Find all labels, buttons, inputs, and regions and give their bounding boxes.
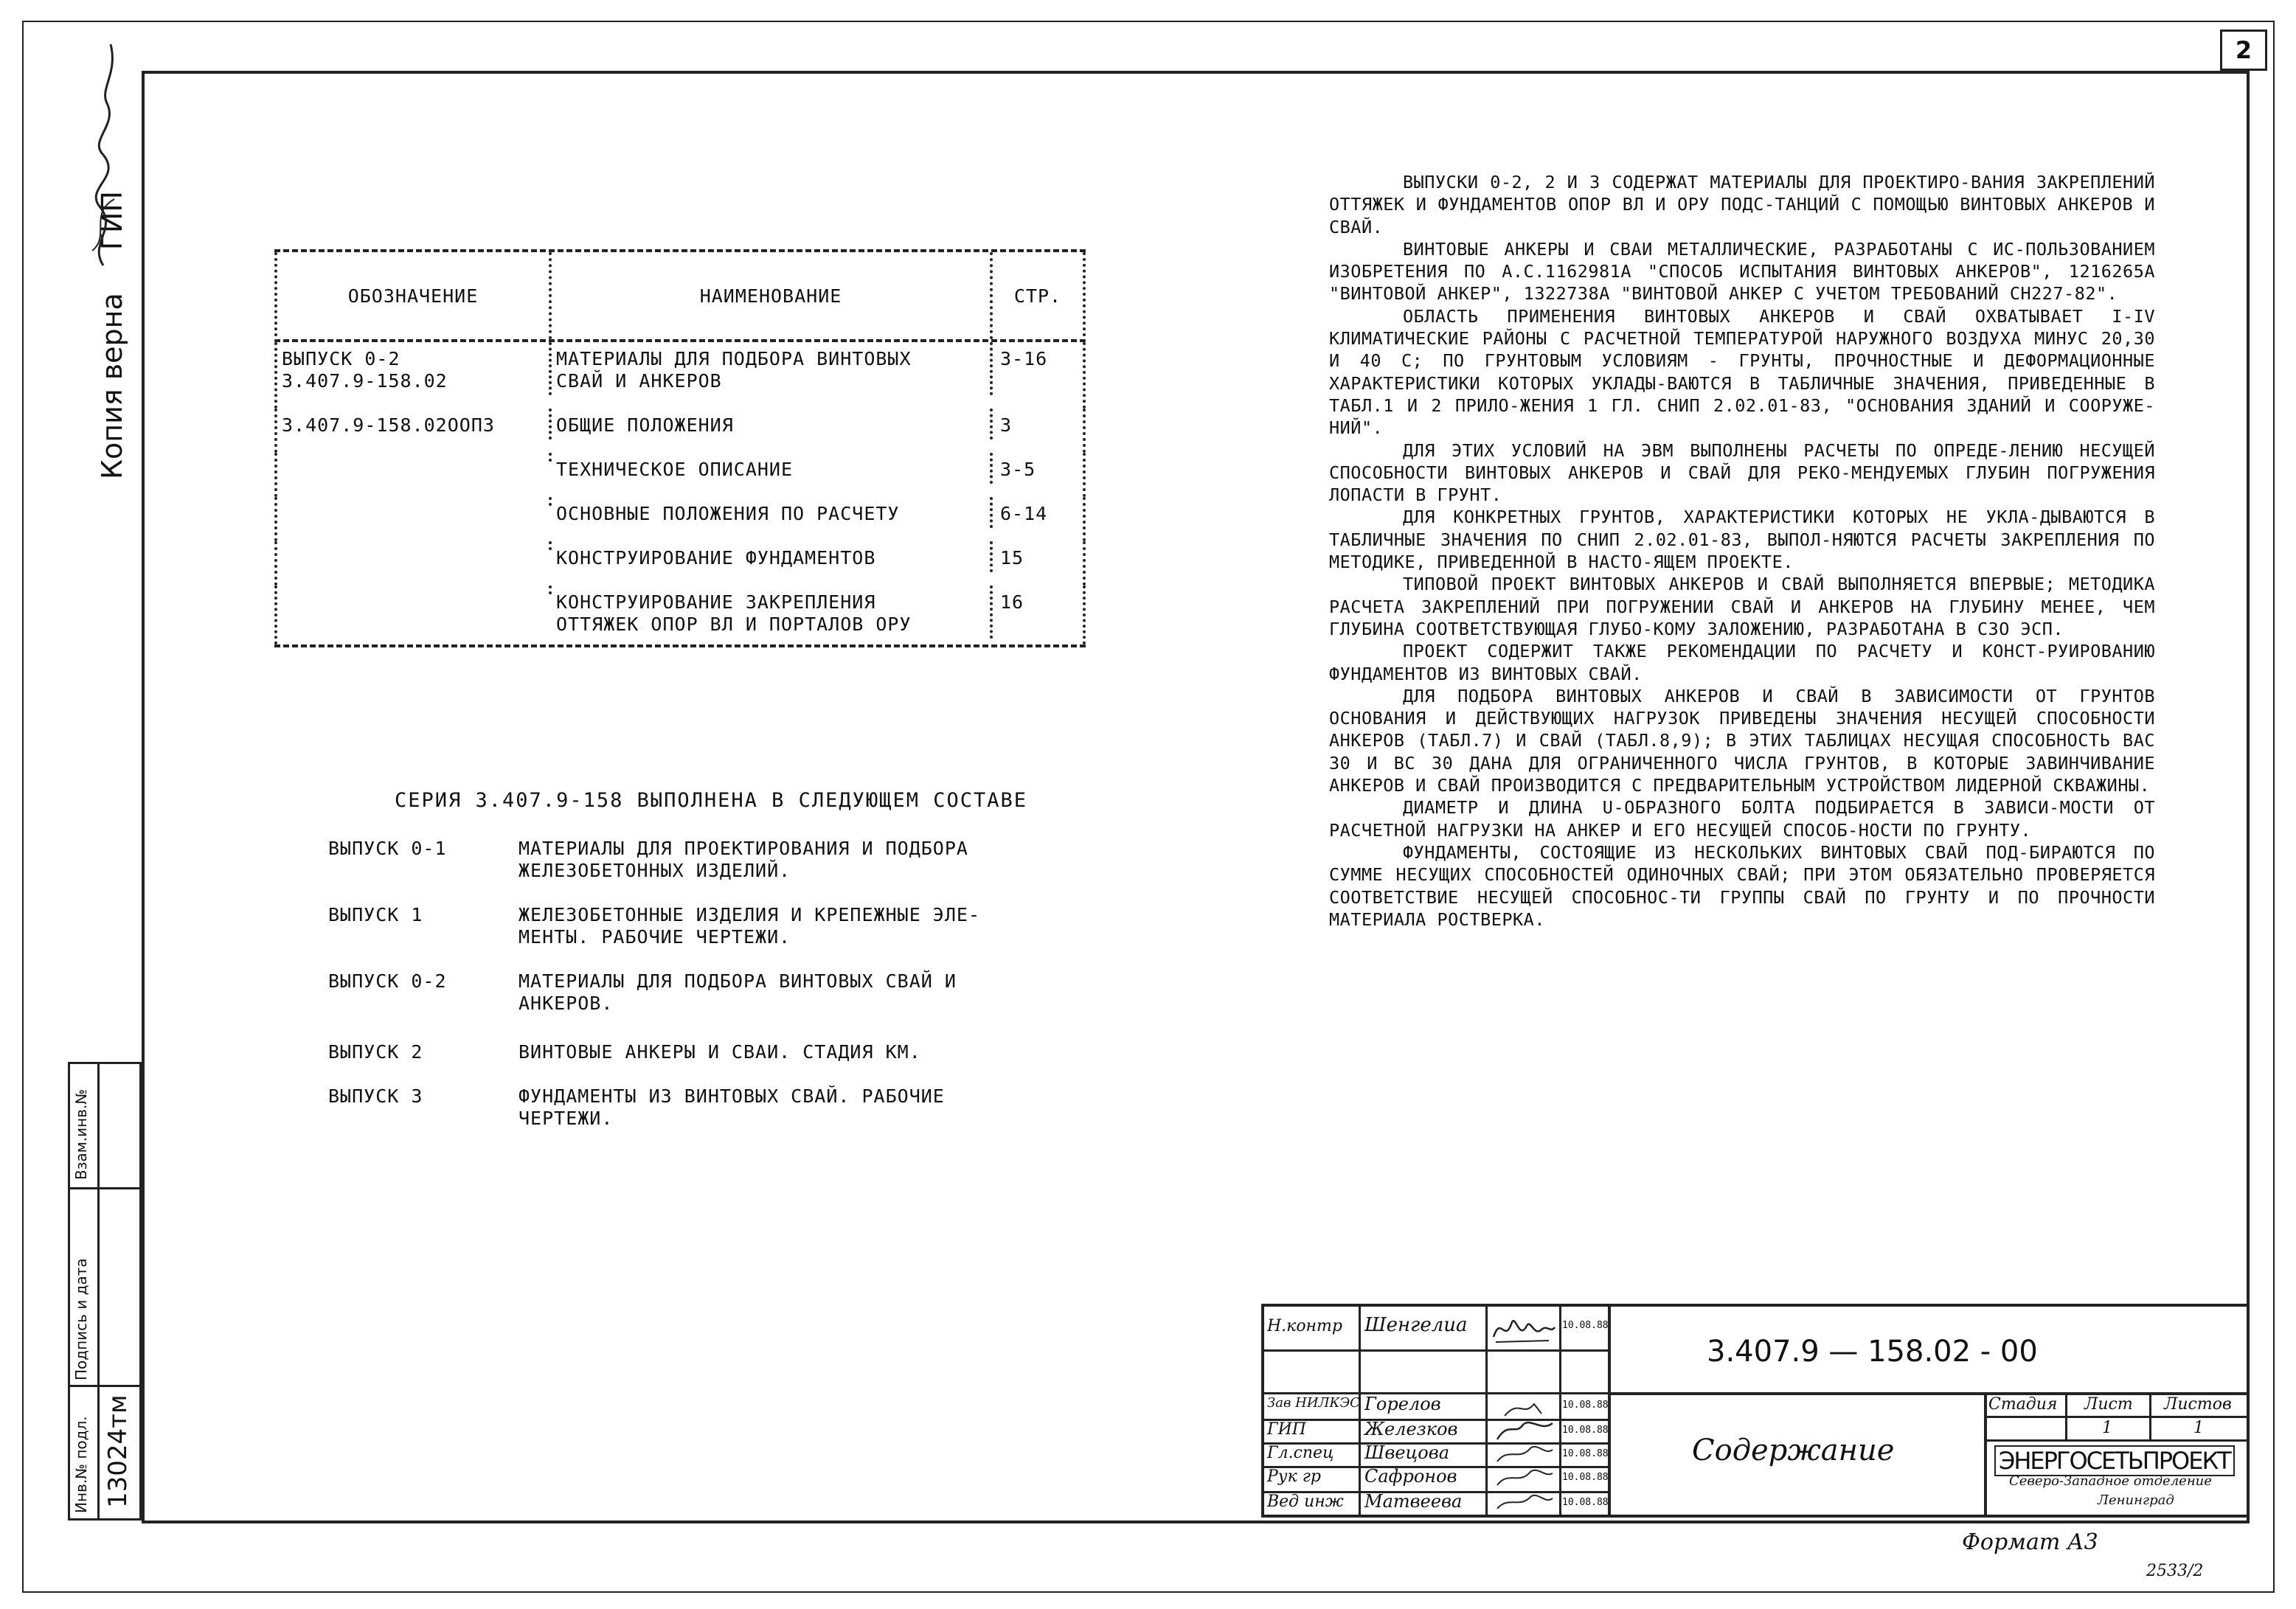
tb-divider xyxy=(1608,1392,2250,1395)
table-row xyxy=(274,585,1086,644)
strip-label-replace: Взам.инв.№ xyxy=(72,1088,90,1180)
series-item xyxy=(328,1041,1073,1063)
stage-label: Стадия xyxy=(1988,1395,2058,1414)
signatory-name: Шенгелиа xyxy=(1364,1314,1468,1336)
copy-verified-text: Копия верна xyxy=(96,293,128,479)
signatory-role: Зав НИЛКЭС xyxy=(1267,1395,1361,1411)
sheet-title: Содержание xyxy=(1692,1433,1895,1467)
strip-divider xyxy=(68,1385,142,1387)
row-page: 15 xyxy=(1000,547,1024,569)
gip-signature-icon xyxy=(74,29,133,273)
row-name: МАТЕРИАЛЫ ДЛЯ ПОДБОРА ВИНТОВЫХ СВАЙ И АНКЕРОВ xyxy=(552,342,993,395)
series-text: МАТЕРИАЛЫ ДЛЯ ПРОЕКТИРОВАНИЯ И ПОДБОРА ЖЕЛЕЗОБЕТОННЫХ ИЗДЕЛИЙ. xyxy=(518,838,968,881)
tb-divider xyxy=(1359,1307,1361,1518)
strip-divider xyxy=(68,1187,142,1189)
note-paragraph: ОБЛАСТЬ ПРИМЕНЕНИЯ ВИНТОВЫХ АНКЕРОВ И СВАЙ ОХВАТЫВАЕТ I-IV КЛИМАТИЧЕСКИЕ РАЙОНЫ С РАСЧЕТНОЙ ТЕМПЕРАТУРОЙ НАРУЖНОГО ВОЗДУХА МИНУС 20,30 И 40 С; ПО ГРУНТОВЫМ УСЛОВИЯМ - ГРУНТЫ, ПРОЧНОСТНЫЕ И ДЕФОРМАЦИОННЫЕ ХАРАКТЕРИСТИКИ КОТОРЫХ УКЛАДЫ-ВАЮТСЯ В ТАБЛИЧНЫЕ ЗНАЧЕНИЯ, ПРИВЕДЕННЫЕ В ТАБЛ.1 И 2 ПРИЛО-ЖЕНИЯ 1 ГЛ. СНИП 2.02.01-83, "ОСНОВАНИЯ ЗДАНИЙ И СООРУЖЕ-НИЙ". xyxy=(1329,305,2155,439)
sheets-value: 1 xyxy=(2193,1419,2204,1437)
table-row xyxy=(274,342,1086,409)
signatory-role: Рук гр xyxy=(1267,1467,1321,1486)
signatory-date: 10.08.88 xyxy=(1562,1320,1609,1331)
contents-table xyxy=(274,249,1086,647)
gip-label: ГИП xyxy=(96,190,128,251)
row-page: 3-5 xyxy=(1000,459,1036,480)
row-page: 3 xyxy=(1000,414,1013,436)
signatory-name: Швецова xyxy=(1364,1442,1450,1463)
table-row xyxy=(274,497,1086,541)
title-block xyxy=(1261,1304,2247,1518)
row-designation xyxy=(277,497,552,506)
signatory-date: 10.08.88 xyxy=(1562,1472,1609,1483)
row-name: ТЕХНИЧЕСКОЕ ОПИСАНИЕ xyxy=(552,453,993,484)
row-name: КОНСТРУИРОВАНИЕ ЗАКРЕПЛЕНИЯ ОТТЯЖЕК ОПОР ВЛ И ПОРТАЛОВ ОРУ xyxy=(552,585,993,639)
header-page: СТР. xyxy=(1013,285,1062,307)
signatory-role: Гл.спец xyxy=(1267,1444,1334,1462)
row-page: 16 xyxy=(1000,591,1024,613)
row-designation xyxy=(277,585,552,594)
row-designation xyxy=(277,541,552,550)
series-text: ВИНТОВЫЕ АНКЕРЫ И СВАИ. СТАДИЯ КМ. xyxy=(518,1041,921,1063)
signatory-role: Н.контр xyxy=(1267,1317,1342,1335)
format-label: Формат А3 xyxy=(1962,1529,2098,1555)
series-item xyxy=(328,904,1073,948)
note-paragraph: ПРОЕКТ СОДЕРЖИТ ТАКЖЕ РЕКОМЕНДАЦИИ ПО РАСЧЕТУ И КОНСТ-РУИРОВАНИЮ ФУНДАМЕНТОВ ИЗ ВИНТОВЫХ СВАЙ. xyxy=(1329,641,2155,684)
organization-name: ЭНЕРГОСЕТЬПРОЕКТ xyxy=(1994,1445,2235,1476)
table-row xyxy=(274,409,1086,453)
series-item xyxy=(328,838,1073,882)
organization-branch: Северо-Западное отделение xyxy=(2009,1473,2212,1489)
note-paragraph: ТИПОВОЙ ПРОЕКТ ВИНТОВЫХ АНКЕРОВ И СВАЙ ВЫПОЛНЯЕТСЯ ВПЕРВЫЕ; МЕТОДИКА РАСЧЕТА ЗАКРЕПЛЕНИЙ ПРИ ПОГРУЖЕНИИ СВАЙ И АНКЕРОВ НА ГЛУБИНУ МЕНЕЕ, ЧЕМ ГЛУБИНА СООТВЕТСТВУЮЩАЯ ГЛУБО-КОМУ ЗАЛОЖЕНИЮ, РАЗРАБОТАНА В СЗО ЭСП. xyxy=(1329,574,2155,639)
row-page: 3-16 xyxy=(1000,348,1048,369)
archive-number: 2533/2 xyxy=(2146,1562,2204,1580)
tb-divider xyxy=(1984,1416,2250,1418)
frame-right-edge xyxy=(2247,71,2250,1521)
explanatory-note xyxy=(1329,171,2155,931)
row-name: ОБЩИЕ ПОЛОЖЕНИЯ xyxy=(552,409,993,439)
sheet-value: 1 xyxy=(2102,1419,2112,1437)
series-text: ЖЕЛЕЗОБЕТОННЫЕ ИЗДЕЛИЯ И КРЕПЕЖНЫЕ ЭЛЕ- МЕНТЫ. РАБОЧИЕ ЧЕРТЕЖИ. xyxy=(518,904,980,948)
note-paragraph: ДЛЯ ЭТИХ УСЛОВИЙ НА ЭВМ ВЫПОЛНЕНЫ РАСЧЕТЫ ПО ОПРЕДЕ-ЛЕНИЮ НЕСУЩЕЙ СПОСОБНОСТИ ВИНТОВЫХ АНКЕРОВ И СВАЙ ДЛЯ РЕКО-МЕНДУЕМЫХ ГЛУБИН ПОГРУЖЕНИЯ ЛОПАСТИ В ГРУНТ. xyxy=(1329,439,2155,506)
series-title: СЕРИЯ 3.407.9-158 ВЫПОЛНЕНА В СЛЕДУЮЩЕМ СОСТАВЕ xyxy=(395,789,1028,812)
series-item xyxy=(328,970,1073,1015)
tb-divider xyxy=(1264,1349,1611,1352)
signatory-role: Вед инж xyxy=(1267,1492,1344,1511)
signatory-name: Матвеева xyxy=(1364,1491,1463,1512)
note-paragraph: ВЫПУСКИ 0-2, 2 И 3 СОДЕРЖАТ МАТЕРИАЛЫ ДЛЯ ПРОЕКТИРО-ВАНИЯ ЗАКРЕПЛЕНИЙ ОТТЯЖЕК И ФУНДАМЕНТОВ ОПОР ВЛ И ОРУ ПОДС-ТАНЦИЙ С ПОМОЩЬЮ ВИНТОВЫХ АНКЕРОВ И СВАЙ. xyxy=(1329,172,2155,237)
organization-city: Ленинград xyxy=(2098,1492,2174,1508)
row-designation: ВЫПУСК 0-2 3.407.9-158.02 xyxy=(277,342,552,395)
series-text: ФУНДАМЕНТЫ ИЗ ВИНТОВЫХ СВАЙ. РАБОЧИЕ ЧЕРТЕЖИ. xyxy=(518,1085,945,1129)
signatory-name: Горелов xyxy=(1364,1394,1441,1414)
strip-divider xyxy=(97,1062,100,1521)
signature-icon xyxy=(1490,1311,1556,1348)
header-name: НАИМЕНОВАНИЕ xyxy=(552,252,993,339)
row-name: ОСНОВНЫЕ ПОЛОЖЕНИЯ ПО РАСЧЕТУ xyxy=(552,497,993,528)
tb-divider xyxy=(2149,1392,2151,1441)
tb-divider xyxy=(1559,1307,1561,1518)
series-issue: ВЫПУСК 3 xyxy=(328,1085,423,1107)
row-page: 6-14 xyxy=(1000,503,1048,524)
table-header xyxy=(274,252,1086,342)
row-name: КОНСТРУИРОВАНИЕ ФУНДАМЕНТОВ xyxy=(552,541,993,572)
strip-label-signature: Подпись и дата xyxy=(72,1258,90,1380)
signatory-name: Сафронов xyxy=(1364,1466,1457,1487)
tb-divider xyxy=(1984,1392,1987,1518)
table-row xyxy=(274,453,1086,497)
sheet-number-box xyxy=(2220,29,2267,71)
signatory-date: 10.08.88 xyxy=(1562,1497,1609,1508)
series-issue: ВЫПУСК 0-2 xyxy=(328,970,447,992)
series-issue: ВЫПУСК 0-1 xyxy=(328,838,447,859)
signatory-name: Железков xyxy=(1364,1419,1458,1439)
document-code: 3.407.9 — 158.02 - 00 xyxy=(1707,1335,2038,1369)
sheets-label: Листов xyxy=(2164,1395,2232,1414)
note-paragraph: ДЛЯ ПОДБОРА ВИНТОВЫХ АНКЕРОВ И СВАЙ В ЗАВИСИМОСТИ ОТ ГРУНТОВ ОСНОВАНИЯ И ДЕЙСТВУЮЩИХ НАГРУЗОК ПРИВЕДЕНЫ ЗНАЧЕНИЯ НЕСУЩЕЙ СПОСОБНОСТИ АНКЕРОВ (ТАБЛ.7) И СВАЙ (ТАБЛ.8,9); В ЭТИХ ТАБЛИЦАХ НЕСУЩАЯ СПОСОБНОСТЬ ВАС 30 И ВС 30 ДАНА ДЛЯ ОГРАНИЧЕННОГО ЧИСЛА ГРУНТОВ, В КОТОРЫЕ ЗАВИНЧИВАНИЕ АНКЕРОВ И СВАЙ ПРОИЗВОДИТСЯ С ПРЕДВАРИТЕЛЬНЫМ УСТРОЙСТВОМ ЛИДЕРНОЙ СКВАЖИНЫ. xyxy=(1329,685,2155,796)
sheet-number: 2 xyxy=(2235,36,2252,64)
tb-divider xyxy=(1485,1307,1488,1518)
series-item xyxy=(328,1085,1073,1130)
row-designation xyxy=(277,453,552,462)
signatory-date: 10.08.88 xyxy=(1562,1400,1609,1411)
header-designation: ОБОЗНАЧЕНИЕ xyxy=(277,252,552,339)
note-paragraph: ВИНТОВЫЕ АНКЕРЫ И СВАИ МЕТАЛЛИЧЕСКИЕ, РАЗРАБОТАНЫ С ИС-ПОЛЬЗОВАНИЕМ ИЗОБРЕТЕНИЯ ПО А.С.1162981А "СПОСОБ ИСПЫТАНИЯ ВИНТОВЫХ АНКЕРОВ", 1216265А "ВИНТОВОЙ АНКЕР", 1322738А "ВИНТОВОЙ АНКЕР С УЧЕТОМ ТРЕБОВАНИЙ СН227-82". xyxy=(1329,238,2155,305)
series-issue: ВЫПУСК 1 xyxy=(328,904,423,925)
sheet-label: Лист xyxy=(2084,1395,2133,1414)
row-designation: 3.407.9-158.02ООПЗ xyxy=(277,409,552,439)
signature-icon xyxy=(1490,1395,1556,1513)
signatory-date: 10.08.88 xyxy=(1562,1425,1609,1436)
tb-divider xyxy=(1984,1439,2250,1442)
signatory-role: ГИП xyxy=(1267,1420,1306,1439)
tb-divider xyxy=(2065,1392,2067,1441)
note-paragraph: ДЛЯ КОНКРЕТНЫХ ГРУНТОВ, ХАРАКТЕРИСТИКИ КОТОРЫХ НЕ УКЛА-ДЫВАЮТСЯ В ТАБЛИЧНЫЕ ЗНАЧЕНИЯ ПО СНИП 2.02.01-83, ВЫПОЛ-НЯЮТСЯ РАСЧЕТЫ ЗАКРЕПЛЕНИЯ ПО МЕТОДИКЕ, ПРИВЕДЕННОЙ В НАСТО-ЯЩЕМ ПРОЕКТЕ. xyxy=(1329,507,2155,573)
tb-divider xyxy=(1608,1307,1611,1518)
note-paragraph: ДИАМЕТР И ДЛИНА U-ОБРАЗНОГО БОЛТА ПОДБИРАЕТСЯ В ЗАВИСИ-МОСТИ ОТ РАСЧЕТНОЙ НАГРУЗКИ НА АНКЕР И ЕГО НЕСУЩЕЙ СПОСОБ-НОСТИ ПО ГРУНТУ. xyxy=(1329,797,2155,841)
note-paragraph: ФУНДАМЕНТЫ, СОСТОЯЩИЕ ИЗ НЕСКОЛЬКИХ ВИНТОВЫХ СВАЙ ПОД-БИРАЮТСЯ ПО СУММЕ НЕСУЩИХ СПОСОБНОСТЕЙ ОДИНОЧНЫХ СВАЙ; ПРИ ЭТОМ ОБЯЗАТЕЛЬНО ПРОВЕРЯЕТСЯ СООТВЕТСТВИЕ НЕСУЩЕЙ СПОСОБНОС-ТИ ГРУППЫ СВАЙ ПО ГРУНТУ И ПО ПРОЧНОСТИ МАТЕРИАЛА РОСТВЕРКА. xyxy=(1329,841,2155,930)
strip-label-inv: Инв.№ подл. xyxy=(72,1416,90,1513)
series-text: МАТЕРИАЛЫ ДЛЯ ПОДБОРА ВИНТОВЫХ СВАЙ И АНКЕРОВ. xyxy=(518,970,957,1014)
series-issue: ВЫПУСК 2 xyxy=(328,1041,423,1063)
table-row xyxy=(274,541,1086,585)
signatory-date: 10.08.88 xyxy=(1562,1448,1609,1459)
inventory-number: 13024тм xyxy=(103,1394,133,1508)
